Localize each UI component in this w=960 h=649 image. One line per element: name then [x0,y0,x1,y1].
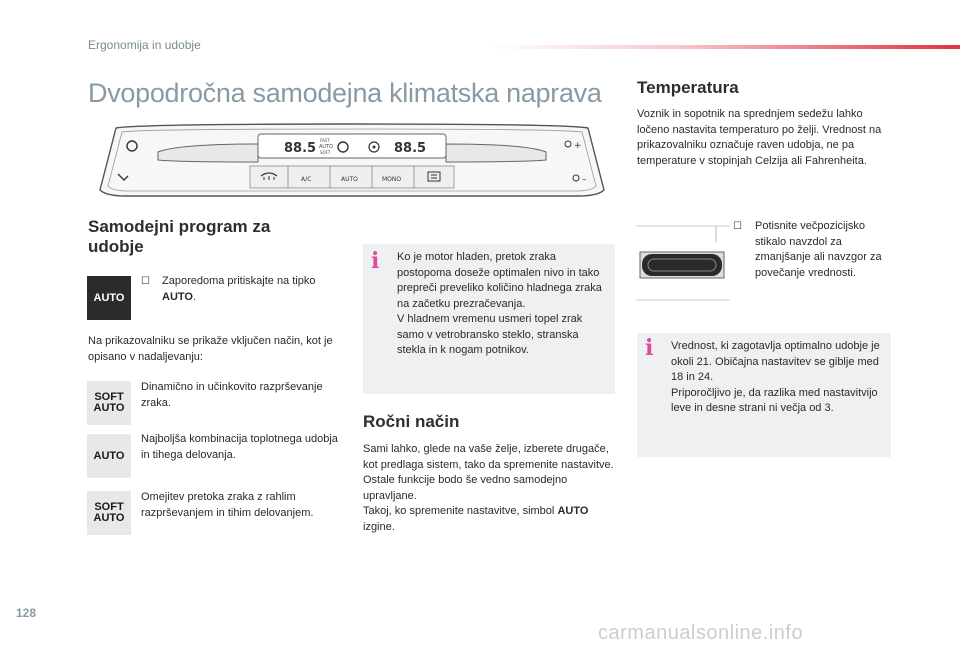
temperature-heading: Temperatura [637,78,739,97]
display-auto: AUTO [319,144,334,150]
auto-program-heading: Samodejni program za udobje [88,217,271,256]
temperature-instruction: Potisnite večpozicijsko stikalo navzdol za zmanjšanje ali navzgor za povečanje vrednosti. [755,220,882,279]
mono-button-label: MONO [382,176,402,183]
bullet-icon: ☐ [141,276,150,287]
manual-mode-text: Sami lahko, glede na vaše želje, izberete drugače, kot predlaga sistem, tako da spremenite nastavitve. Ostale funkcije bodo še vedno samodejno upravljane. Takoj, ko spremenite nastavitve, simbol AUTO izgine. [363,443,614,533]
normal-auto-tile: AUTO [87,434,131,478]
mode-description: Dinamično in učinkovito razprševanje zraka. [141,381,323,409]
info-text: Ko je motor hladen, pretok zraka postopoma doseže optimalen nivo in tako prepreči preveliko količino hladnega zraka na začetku prezračevanja. V hladnem vremenu usmeri topel zrak samo v vetrobransko steklo, stranska stekla in k nogam potnikov. [397,251,602,356]
auto-button-label: AUTO [341,176,358,183]
auto-tile: AUTO [87,276,131,320]
cold-engine-info-box [363,244,615,394]
manual-mode-heading: Ročni način [363,412,460,431]
temperature-info-box [637,333,891,457]
watermark: carmanualsonline.info [598,622,804,644]
soft-auto-tile: SOFT AUTO [87,381,131,425]
info-icon: i [371,248,380,274]
section-header: Ergonomija in udobje [88,38,201,52]
temperature-switch-illustration [636,222,730,302]
climate-panel-illustration [98,120,606,200]
auto-instruction: Zaporedoma pritiskajte na tipko AUTO. [162,275,316,303]
info-text: Vrednost, ki zagotavlja optimalno udobje je okoli 21. Običajna nastavitev se giblje med 18 in 24. Priporočljivo je, da razlika med nastavitvijo leve in desne strani ni večja od 3. [671,340,880,414]
display-left-value: 88.5 [284,141,317,156]
info-icon: i [645,335,654,361]
page-title: Dvopodročna samodejna klimatska naprava [88,78,602,108]
soft-auto-tile: SOFT AUTO [87,491,131,535]
bullet-icon: ☐ [733,221,742,232]
display-right-value: 88.5 [394,141,427,156]
display-fast: FAST [320,138,330,143]
temperature-text: Voznik in sopotnik na sprednjem sedežu lahko ločeno nastavita temperaturo po želji. Vrednost na prikazovalniku označuje raven udobja, ne pa temperature v stopinjah Celzija ali Fahrenheita. [637,108,882,167]
header-rule [490,45,960,49]
display-soft: SOFT [320,150,331,155]
ac-button-label: A/C [301,176,312,183]
svg-text:–: – [582,175,587,185]
page-number: 128 [16,606,37,620]
mode-description: Najboljša kombinacija toplotnega udobja in tihega delovanja. [141,433,338,461]
auto-intro: Na prikazovalniku se prikaže vključen način, kot je opisano v nadaljevanju: [88,335,333,363]
mode-description: Omejitev pretoka zraka z rahlim razprševanjem in tihim delovanjem. [141,491,314,519]
svg-text:+: + [574,141,582,151]
